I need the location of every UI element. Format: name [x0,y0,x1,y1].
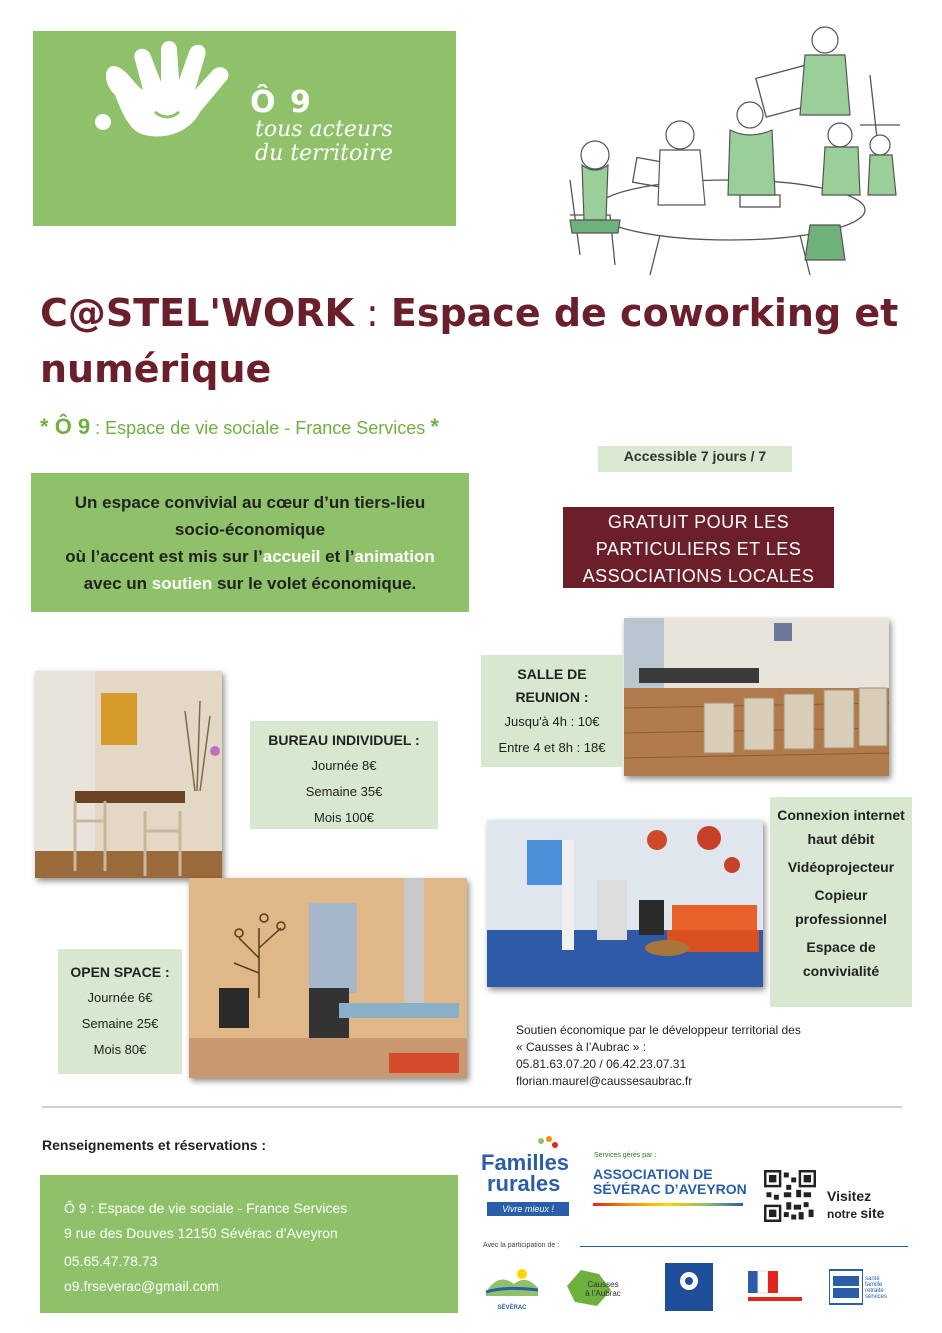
salle-price1: Jusqu'à 4h : 10€ [504,714,600,729]
assoc-line2: SÉVÉRAC D’AVEYRON [593,1181,747,1197]
facilities-list [770,797,912,1007]
soutien-line2: « Causses à l’Aubrac » : [516,1040,647,1054]
contact-phone[interactable]: 05.65.47.78.73 [64,1253,158,1269]
tagline-line2: du territoire [255,141,393,166]
visitez-notre: notre [827,1207,857,1221]
intro-line3 [31,543,469,570]
contact-box [40,1175,458,1313]
facility-item: Vidéoprojecteur [787,859,895,875]
intro-text: sur le volet économique. [212,574,417,593]
assoc-color-bar [593,1203,743,1206]
causses-line1: Causses [587,1280,619,1289]
intro-text: et l’ [320,547,355,566]
bureau-price3: Mois 100€ [314,810,374,825]
page-title [40,285,900,397]
hand-logo-icon [95,40,245,150]
assoc-line1: ASSOCIATION DE [593,1166,713,1182]
free-line1: GRATUIT POUR LES [607,512,790,532]
logo-name: Ô 9 [250,85,313,120]
visit-site-link[interactable] [827,1188,884,1223]
title-rest: Espace de coworking et [390,291,899,335]
msa-line1: santé [865,1276,880,1282]
intro-highlight-soutien: soutien [151,574,213,593]
tagline-line1: tous acteurs [255,117,393,142]
contact-email[interactable]: o9.frseverac@gmail.com [64,1278,220,1294]
bureau-head: BUREAU INDIVIDUEL : [268,732,420,748]
salle-price2: Entre 4 et 8h : 18€ [498,740,606,755]
bureau-price2: Semaine 35€ [305,784,383,799]
msa-line2: famille [865,1282,883,1288]
title-line2: numérique [40,347,272,391]
open-space-price2: Semaine 25€ [81,1016,159,1031]
soutien-email[interactable]: florian.maurel@caussesaubrac.fr [516,1074,693,1088]
subtitle-star-right: * [430,414,439,439]
meeting-room-photo [624,618,889,776]
participation-label: Avec la participation de : [483,1242,560,1249]
subtitle-name: Ô 9 [54,414,91,439]
contact-line1: Ô 9 : Espace de vie sociale - France Services [64,1200,348,1216]
subtitle [40,414,439,440]
familles-dots-icon [531,1136,561,1154]
msa-line4: services [865,1294,888,1300]
logo-tagline [255,118,415,166]
association-name [593,1167,747,1197]
intro-highlight-animation: animation [354,547,435,566]
participation-line [580,1246,908,1247]
accessible-badge: Accessible 7 jours / 7 [598,446,792,472]
bureau-individuel-info [250,721,438,829]
coworking-illustration [540,15,920,280]
free-line2: PARTICULIERS ET LES [595,539,802,559]
soutien-line1: Soutien économique par le développeur territorial des [516,1023,801,1037]
causses-label [583,1280,623,1298]
intro-text: où l’accent est mis sur l’ [65,547,263,566]
subtitle-star-left: * [40,414,55,439]
qr-code-icon[interactable] [764,1170,816,1222]
intro-line4 [31,570,469,597]
divider [42,1106,902,1108]
facility-item: Connexion internet haut débit [777,807,905,847]
open-space-photo [189,878,467,1078]
salle-reunion-info [481,655,623,767]
intro-box [31,473,469,612]
open-space-info [58,949,182,1074]
msa-logo-icon [829,1262,863,1312]
familles-line2: rurales [487,1171,561,1196]
services-geres-label: Services gérés par : [594,1152,657,1159]
visitez-site: site [860,1205,885,1221]
visitez-text: Visitez [827,1188,872,1204]
causses-line2: à l’Aubrac [585,1289,621,1298]
free-line3: ASSOCIATIONS LOCALES [582,566,815,586]
intro-line1: Un espace convivial au cœur d’un tiers-lieu [74,493,426,512]
title-separator: : [353,291,391,335]
salle-head1: SALLE DE [517,666,587,682]
familles-line1: Familles [481,1150,570,1175]
facility-item: Espace de convivialité [802,939,880,979]
individual-office-photo [35,671,222,878]
salle-head2: REUNION : [515,689,589,705]
severac-label: SÉVÉRAC [497,1305,527,1311]
intro-line2: socio-économique [174,520,326,539]
open-space-head: OPEN SPACE : [70,964,170,980]
open-space-price1: Journée 6€ [87,990,153,1005]
soutien-block [516,1022,846,1090]
title-brand: C@STEL'WORK [40,291,354,335]
contact-title: Renseignements et réservations : [42,1137,267,1153]
msa-line3: retraite [865,1288,884,1294]
subtitle-text: : Espace de vie sociale - France Services [90,418,431,438]
lounge-photo [487,820,763,987]
open-space-price3: Mois 80€ [93,1042,147,1057]
intro-highlight-accueil: accueil [262,547,321,566]
france-services-logo-icon [748,1262,802,1312]
bureau-price1: Journée 8€ [311,758,377,773]
soutien-phone: 05.81.63.07.20 / 06.42.23.07.31 [516,1057,687,1071]
intro-text: avec un [83,574,152,593]
caf-logo-icon [665,1262,713,1312]
facility-item: Copieur professionnel [795,887,887,927]
free-banner [563,507,834,588]
msa-label [865,1276,905,1300]
familles-rurales-logo [481,1136,576,1221]
contact-line2: 9 rue des Douves 12150 Sévérac d’Aveyron [64,1225,338,1241]
familles-slogan: Vivre mieux ! [487,1202,569,1216]
